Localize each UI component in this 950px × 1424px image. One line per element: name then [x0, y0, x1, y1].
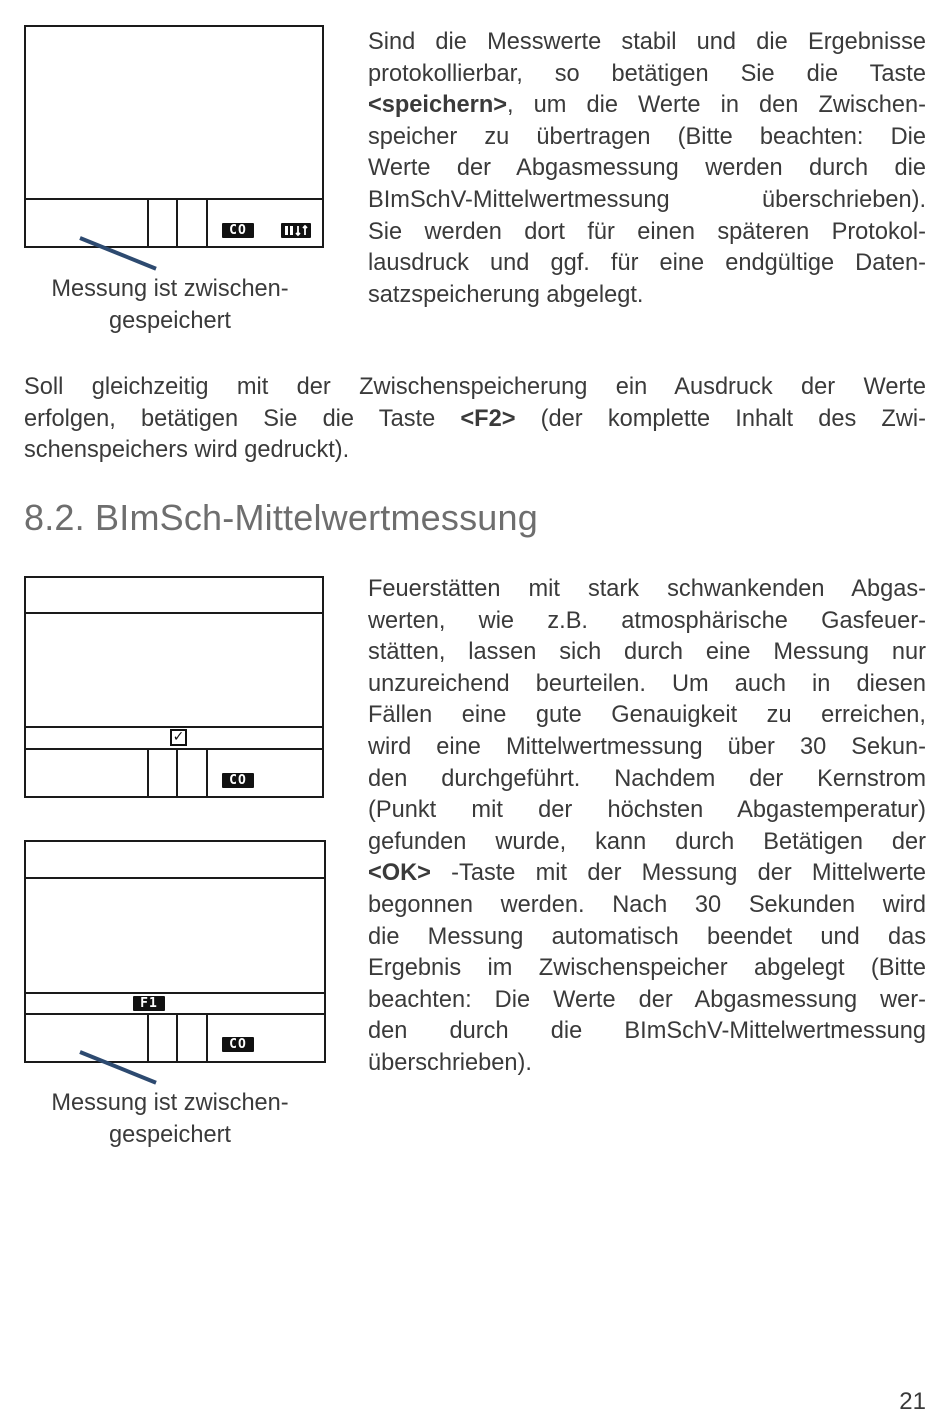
softkey-divider [176, 198, 178, 248]
caption-stored-bottom: Messung ist zwischen- gespeichert [51, 1090, 289, 1148]
text-run: gefunden wurde, kann durch Betätigen der [368, 828, 926, 855]
text-line [368, 606, 926, 638]
text-run: lausdruck und ggf. für eine endgültige Daten- [368, 250, 926, 277]
text-run: -Taste mit der Messung der Mittelwerte [430, 860, 926, 887]
text-run: Sie werden dort für einen späteren Protokol- [368, 218, 926, 245]
text-run: protokollierbar, so betätigen Sie die Taste [368, 60, 926, 87]
text-run: werten, wie z.B. atmosphärische Gasfeuer- [368, 607, 926, 634]
text-run: Werte der Abgasmessung werden durch die [368, 155, 926, 182]
text-run: BImSchV-Mittelwertmessung überschrieben). [368, 186, 926, 213]
co-icon: CO [222, 223, 254, 238]
display-divider [26, 748, 322, 750]
caption-stored-top: Messung ist zwischen- gespeichert [51, 276, 289, 334]
text-run: stätten, lassen sich durch eine Messung nur [368, 639, 926, 666]
display-divider [26, 726, 322, 728]
text-line [368, 922, 926, 954]
text-run: , um die Werte in den Zwischen- [507, 92, 926, 119]
section-heading: 8.2. BImSch-Mittelwertmessung [24, 497, 538, 538]
page-number: 21 [899, 1388, 926, 1415]
text-run: Fällen eine gute Genauigkeit zu erreichen, [368, 702, 926, 729]
key-name: <F2> [460, 405, 516, 432]
text-line [368, 764, 926, 796]
section-paragraph [368, 574, 926, 1080]
text-line [368, 1048, 926, 1080]
text-line [24, 372, 926, 404]
text-line [368, 953, 926, 985]
text-run: unzureichend beurteilen. Um auch in diesen [368, 670, 926, 697]
text-line [368, 858, 926, 890]
softkey-divider [147, 1013, 149, 1063]
text-run: Sind die Messwerte stabil und die Ergebnisse [368, 29, 926, 55]
text-run: speicher zu übertragen (Bitte beachten: Die [368, 123, 926, 150]
device-display-average-stored [24, 840, 326, 1063]
text-line [368, 890, 926, 922]
softkey-divider [176, 1013, 178, 1063]
display-divider [26, 992, 324, 994]
text-line [368, 217, 926, 249]
text-line [368, 985, 926, 1017]
text-run: begonnen werden. Nach 30 Sekunden wird [368, 891, 926, 918]
print-note-paragraph [24, 372, 926, 467]
text-line [24, 435, 926, 467]
text-line [368, 185, 926, 217]
text-run: den durchgeführt. Nachdem der Kernstrom [368, 765, 926, 792]
softkey-divider [147, 748, 149, 798]
text-line [368, 248, 926, 280]
text-run: erfolgen, betätigen Sie die Taste [24, 405, 461, 432]
text-line [24, 404, 926, 436]
text-run: den durch die BImSchV-Mittelwertmessung [368, 1018, 926, 1045]
softkey-divider [147, 198, 149, 248]
text-line [368, 122, 926, 154]
intro-paragraph [368, 27, 926, 311]
device-display-stored [24, 25, 324, 248]
text-line [368, 795, 926, 827]
text-line [368, 280, 926, 312]
display-header-divider [26, 877, 324, 879]
softkey-divider [206, 198, 208, 248]
text-run: Soll gleichzeitig mit der Zwischenspeicherung ein Ausdruck der Werte [24, 374, 926, 400]
key-name: <OK> [368, 860, 431, 887]
co-icon: CO [222, 773, 254, 788]
text-line [368, 1016, 926, 1048]
text-line [368, 27, 926, 59]
display-divider [26, 198, 322, 200]
text-run: beachten: Die Werte der Abgasmessung wer- [368, 986, 926, 1013]
text-line [368, 153, 926, 185]
text-run: die Messung automatisch beendet und das [368, 923, 926, 950]
device-display-average-ready [24, 576, 324, 798]
memory-transfer-icon [281, 223, 311, 238]
softkey-divider [206, 1013, 208, 1063]
text-line [368, 827, 926, 859]
text-run: (Punkt mit der höchsten Abgastemperatur) [368, 797, 926, 824]
display-divider [26, 1013, 324, 1015]
co-icon: CO [222, 1037, 254, 1052]
text-run: überschrieben). [368, 1049, 532, 1076]
softkey-divider [176, 748, 178, 798]
display-header-divider [26, 612, 322, 614]
text-run: wird eine Mittelwertmessung über 30 Sekun- [368, 733, 926, 760]
text-run: (der komplette Inhalt des Zwi- [515, 405, 926, 432]
text-line [368, 90, 926, 122]
text-line [368, 637, 926, 669]
text-run: Ergebnis im Zwischenspeicher abgelegt (Bitte [368, 955, 926, 982]
text-run: satzspeicherung abgelegt. [368, 281, 644, 308]
text-run: Feuerstätten mit stark schwankenden Abgas- [368, 576, 926, 602]
text-line [368, 59, 926, 91]
text-line [368, 700, 926, 732]
text-line [368, 669, 926, 701]
softkey-divider [206, 748, 208, 798]
text-run: schenspeichers wird gedruckt). [24, 437, 350, 464]
checkbox-icon: ✓ [170, 729, 187, 746]
text-line [368, 574, 926, 606]
key-name: <speichern> [368, 92, 508, 119]
f1-icon: F1 [133, 996, 165, 1011]
text-line [368, 732, 926, 764]
